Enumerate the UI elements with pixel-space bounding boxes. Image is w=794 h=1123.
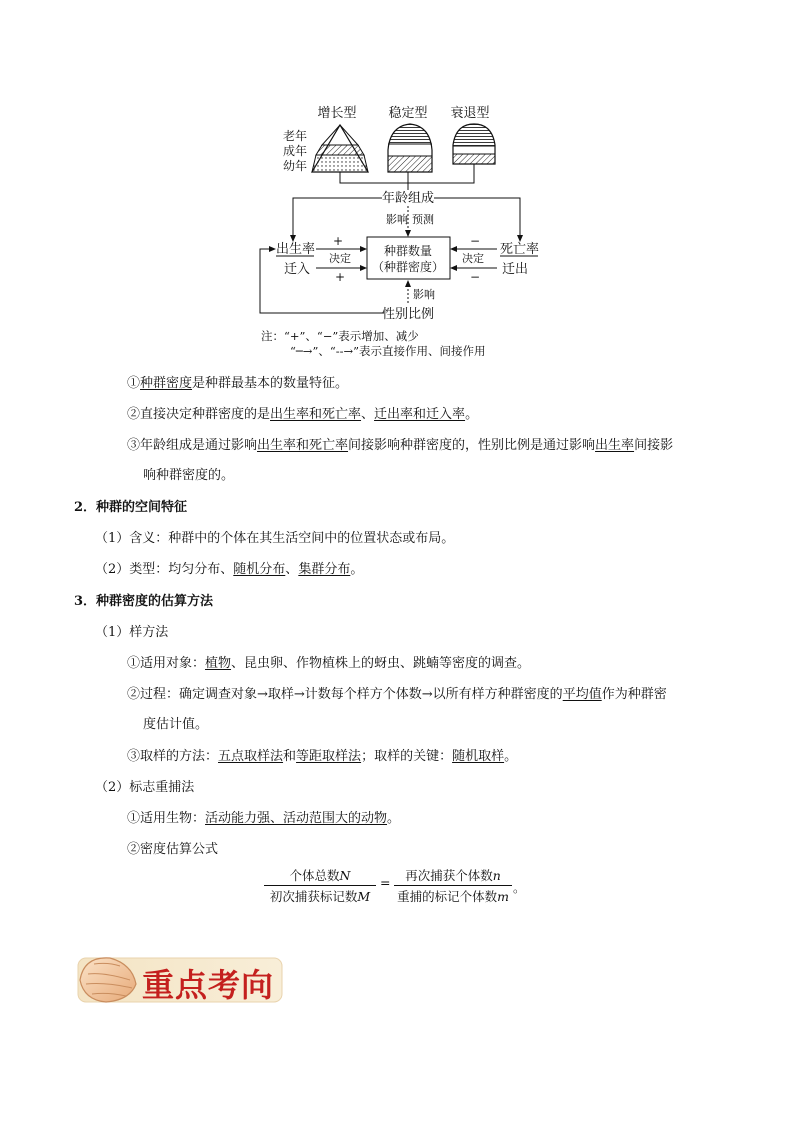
mark-1-text: ①适用生物：: [127, 811, 206, 826]
quadrat-2-text-a: ②过程：确定调查对象→取样→计数每个样方个体数→以所有样方种群密度的: [127, 687, 563, 702]
point-3-keyword-1: 出生率和死亡率: [257, 438, 349, 453]
section-2-item-1: （1）含义：种群中的个体在其生活空间中的位置状态或布局。: [95, 531, 455, 546]
numerator-2-text: 再次捕获个体数: [405, 868, 493, 883]
quadrat-3-text-a: ③取样的方法：: [127, 749, 219, 764]
denominator-1-text: 初次捕获标记数: [269, 889, 358, 904]
immigration-label: 迁入: [284, 262, 311, 277]
item-2-text: （2）类型：均匀分布、: [95, 562, 234, 577]
population-diagram: [250, 100, 550, 362]
influence-label: 影响: [386, 213, 408, 226]
pyramid-title-growth: 增长型: [317, 106, 357, 121]
point-2-keyword-1: 出生率和死亡率: [270, 407, 362, 422]
banner-title: 重点考向: [142, 966, 275, 1004]
quadrat-2-keyword: 平均值: [562, 687, 602, 702]
point-2-keyword-2: 迁出率和迁入率: [374, 407, 466, 422]
minus-emigration: −: [469, 270, 481, 284]
point-3-text-b: 间接影响种群密度的，性别比例是通过影响: [348, 438, 596, 453]
quadrat-2-text-b: 作为种群密: [601, 687, 667, 702]
point-3-line2: 响种群密度的。: [143, 468, 235, 483]
decide-left: 决定: [329, 252, 351, 265]
numerator-1-text: 个体总数: [289, 868, 340, 883]
decline-pyramid-icon: [450, 120, 500, 166]
quadrat-1-text-b: 、昆虫卵、作物植株上的蚜虫、跳蝻等密度的调查。: [231, 656, 531, 671]
formula-denominator-1: [264, 887, 376, 905]
point-3: [127, 436, 673, 456]
age-label-old: 老年: [283, 129, 308, 143]
quadrat-point-2: [127, 685, 667, 705]
age-label-young: 幼年: [283, 159, 308, 173]
section-2-item-2: [95, 560, 363, 580]
note-line1: 注：“+”、“−”表示增加、减少: [261, 329, 419, 343]
formula-numerator-2: [394, 866, 512, 884]
quadrat-3-text-c: ；取样的关键：: [361, 749, 453, 764]
var-n: n: [492, 868, 501, 883]
var-M: M: [357, 889, 371, 904]
density-formula: [264, 866, 534, 906]
point-2-text: ②直接决定种群密度的是: [127, 407, 271, 422]
center-line2: （种群密度）: [371, 260, 445, 274]
predict-label: 预测: [412, 213, 434, 226]
period: 。: [387, 811, 401, 826]
age-label-adult: 成年: [283, 144, 308, 158]
period: 。: [350, 562, 364, 577]
pyramid-title-decline: 衰退型: [450, 106, 490, 121]
plus-birth: +: [332, 234, 344, 248]
decide-right: 决定: [462, 252, 484, 265]
point-2: [127, 405, 478, 425]
formula-denominator-2: [394, 887, 512, 905]
mark-point-1: [127, 809, 400, 829]
var-m: m: [497, 889, 509, 904]
center-line1: 种群数量: [383, 244, 433, 258]
separator: 、: [361, 407, 375, 422]
birth-rate-label: 出生率: [276, 242, 316, 257]
age-structure-label: 年龄组成: [381, 191, 435, 206]
period: 。: [465, 407, 479, 422]
formula-numerator-1: [264, 866, 376, 884]
period: 。: [504, 749, 518, 764]
emigration-label: 迁出: [502, 262, 529, 277]
point-3-keyword-2: 出生率: [595, 438, 635, 453]
quadrat-3-text-b: 和: [283, 749, 297, 764]
plus-immigration: +: [334, 270, 346, 284]
point-3-text-a: ③年龄组成是通过影响: [127, 438, 258, 453]
formula-period: 。: [513, 880, 526, 895]
sex-ratio-label: 性别比例: [381, 307, 435, 322]
item-2-keyword-2: 集群分布: [298, 562, 351, 577]
item-2-keyword-1: 随机分布: [233, 562, 286, 577]
pyramid-title-stable: 稳定型: [388, 106, 428, 121]
quadrat-1-keyword: 植物: [205, 656, 232, 671]
section-2-heading: 2．种群的空间特征: [74, 500, 188, 515]
quadrat-point-1: [127, 654, 530, 674]
point-1-text: 是种群最基本的数量特征。: [192, 376, 349, 391]
death-rate-label: 死亡率: [500, 242, 540, 257]
mark-point-2: ②密度估算公式: [127, 842, 219, 857]
quadrat-point-2-line2: 度估计值。: [143, 717, 209, 732]
point-1-keyword: 种群密度: [140, 376, 193, 391]
equals-sign: =: [380, 875, 391, 890]
stable-pyramid-icon: [386, 120, 436, 174]
point-1: [127, 374, 348, 394]
var-N: N: [339, 868, 351, 883]
quadrat-3-keyword-3: 随机取样: [452, 749, 505, 764]
fraction-bar-1: [264, 885, 376, 886]
mark-1-keyword: 活动能力强、活动范围大的动物: [205, 811, 388, 826]
note-line2: “─→”、“--→”表示直接作用、间接作用: [290, 344, 486, 358]
section-3-heading: 3．种群密度的估算方法: [74, 594, 214, 609]
quadrat-3-keyword-1: 五点取样法: [218, 749, 284, 764]
point-1-number: ①: [127, 376, 141, 391]
quadrat-1-text-a: ①适用对象：: [127, 656, 206, 671]
influence-label-2: 影响: [413, 288, 435, 301]
quadrat-point-3: [127, 747, 517, 767]
fraction-bar-2: [394, 885, 512, 886]
key-points-banner: [74, 950, 284, 1008]
point-3-text-c: 间接影: [634, 438, 674, 453]
subsection-mark-recapture: （2）标志重捕法: [95, 780, 195, 795]
separator: 、: [285, 562, 299, 577]
minus-death: −: [469, 234, 481, 248]
growth-pyramid-icon: [312, 125, 368, 172]
denominator-2-text: 重捕的标记个体数: [397, 889, 498, 904]
subsection-quadrat: （1）样方法: [95, 625, 169, 640]
quadrat-3-keyword-2: 等距取样法: [296, 749, 362, 764]
